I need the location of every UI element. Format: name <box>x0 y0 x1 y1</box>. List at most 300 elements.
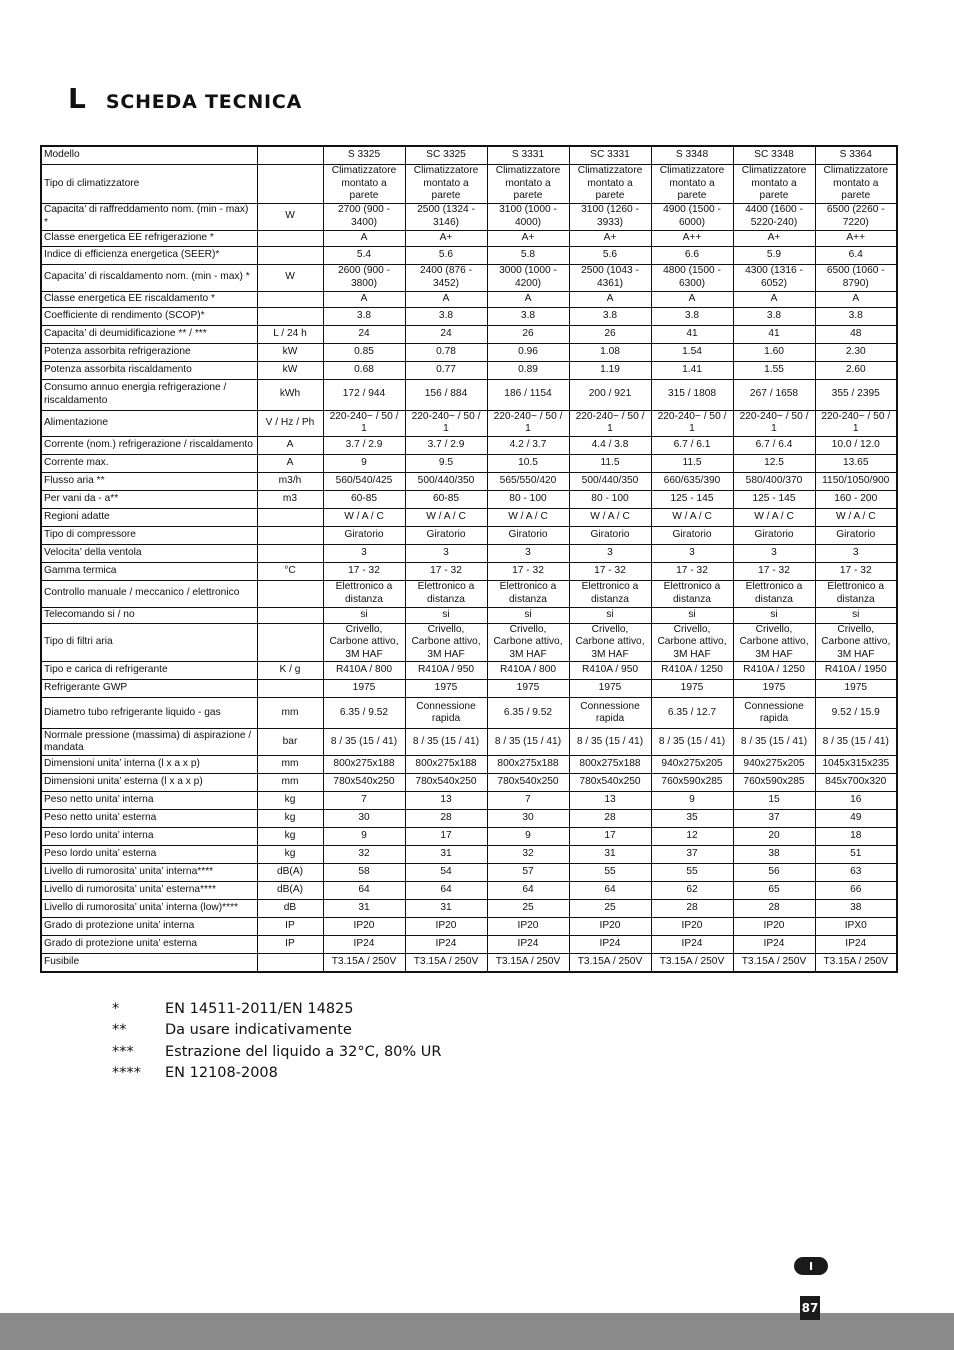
footnotes <box>112 998 441 1084</box>
table-row <box>41 203 897 230</box>
row-value: 3.7 / 2.9 <box>405 436 487 454</box>
row-label: Corrente (nom.) refrigerazione / riscaldamento <box>41 436 257 454</box>
model-name: SC 3325 <box>405 146 487 165</box>
row-value: A <box>651 291 733 307</box>
row-value: A+ <box>733 230 815 246</box>
row-value: 220-240~ / 50 / 1 <box>815 410 897 436</box>
row-value: 57 <box>487 864 569 882</box>
row-value: 10.5 <box>487 454 569 472</box>
row-value: 56 <box>733 864 815 882</box>
row-value: 3 <box>733 544 815 562</box>
table-row <box>41 379 897 410</box>
row-value: Connessione rapida <box>733 698 815 729</box>
row-value: 64 <box>569 882 651 900</box>
row-value: si <box>569 607 651 623</box>
row-value: 4.2 / 3.7 <box>487 436 569 454</box>
row-unit: kg <box>257 828 323 846</box>
row-value: 3000 (1000 - 4200) <box>487 264 569 291</box>
row-value: 1.60 <box>733 343 815 361</box>
table-row <box>41 882 897 900</box>
table-row <box>41 230 897 246</box>
row-value: 3 <box>569 544 651 562</box>
row-value: A+ <box>405 230 487 246</box>
row-value: 560/540/425 <box>323 472 405 490</box>
row-value: 1975 <box>405 680 487 698</box>
row-value: 31 <box>405 900 487 918</box>
spec-table <box>40 145 898 973</box>
row-value: 2500 (1324 - 3146) <box>405 203 487 230</box>
row-value: 0.78 <box>405 343 487 361</box>
row-value: 5.4 <box>323 246 405 264</box>
row-value: 4300 (1316 - 6052) <box>733 264 815 291</box>
row-value: 800x275x188 <box>405 756 487 774</box>
row-value: A <box>405 291 487 307</box>
row-value: 4400 (1600 - 5220-240) <box>733 203 815 230</box>
row-value: 31 <box>569 846 651 864</box>
row-value: R410A / 1250 <box>651 662 733 680</box>
row-value: IP24 <box>815 936 897 954</box>
row-value: 8 / 35 (15 / 41) <box>815 729 897 756</box>
row-label: Peso lordo unita’ esterna <box>41 846 257 864</box>
row-value: 8 / 35 (15 / 41) <box>733 729 815 756</box>
row-value: 315 / 1808 <box>651 379 733 410</box>
table-row <box>41 918 897 936</box>
row-value: A <box>323 291 405 307</box>
table-row <box>41 343 897 361</box>
row-value: 800x275x188 <box>323 756 405 774</box>
row-unit <box>257 623 323 662</box>
row-label: Diametro tubo refrigerante liquido - gas <box>41 698 257 729</box>
row-value: Climatizzatore montato a parete <box>815 165 897 204</box>
row-value: 55 <box>569 864 651 882</box>
row-value: 12 <box>651 828 733 846</box>
row-label: Gamma termica <box>41 562 257 580</box>
row-value: 6.35 / 9.52 <box>323 698 405 729</box>
table-row <box>41 325 897 343</box>
row-label: Tipo di filtri aria <box>41 623 257 662</box>
row-value: Crivello, Carbone attivo, 3M HAF <box>323 623 405 662</box>
model-name: S 3331 <box>487 146 569 165</box>
row-value: 9 <box>487 828 569 846</box>
row-value: 3 <box>815 544 897 562</box>
row-value: 63 <box>815 864 897 882</box>
row-value: 4800 (1500 - 6300) <box>651 264 733 291</box>
row-value: 1975 <box>323 680 405 698</box>
row-value: Elettronico a distanza <box>651 580 733 607</box>
row-value: 66 <box>815 882 897 900</box>
row-value: 500/440/350 <box>405 472 487 490</box>
row-value: 8 / 35 (15 / 41) <box>323 729 405 756</box>
row-value: 55 <box>651 864 733 882</box>
row-value: 5.8 <box>487 246 569 264</box>
row-value: IP24 <box>569 936 651 954</box>
table-row <box>41 607 897 623</box>
row-value: 32 <box>323 846 405 864</box>
row-value: 2.60 <box>815 361 897 379</box>
row-value: 17 <box>405 828 487 846</box>
row-value: 7 <box>487 792 569 810</box>
row-value: R410A / 1250 <box>733 662 815 680</box>
section-heading <box>68 82 302 115</box>
table-row <box>41 954 897 973</box>
row-value: 6.7 / 6.4 <box>733 436 815 454</box>
row-value: 38 <box>733 846 815 864</box>
row-value: 32 <box>487 846 569 864</box>
row-value: A <box>733 291 815 307</box>
row-value: 220-240~ / 50 / 1 <box>651 410 733 436</box>
row-value: 28 <box>733 900 815 918</box>
row-label: Refrigerante GWP <box>41 680 257 698</box>
row-value: Elettronico a distanza <box>405 580 487 607</box>
row-value: 780x540x250 <box>487 774 569 792</box>
row-unit: kg <box>257 846 323 864</box>
row-value: W / A / C <box>487 508 569 526</box>
row-unit <box>257 165 323 204</box>
row-value: IP20 <box>487 918 569 936</box>
row-value: 17 - 32 <box>651 562 733 580</box>
table-row <box>41 436 897 454</box>
footnote-marker: **** <box>112 1065 141 1082</box>
row-value: 37 <box>733 810 815 828</box>
row-unit <box>257 954 323 973</box>
row-value: IP20 <box>733 918 815 936</box>
table-row <box>41 792 897 810</box>
row-value: Connessione rapida <box>405 698 487 729</box>
row-value: IP24 <box>405 936 487 954</box>
row-value: 24 <box>323 325 405 343</box>
row-value: 3.8 <box>569 307 651 325</box>
row-value: W / A / C <box>733 508 815 526</box>
row-value: Connessione rapida <box>569 698 651 729</box>
row-label: Per vani da - a** <box>41 490 257 508</box>
footnote <box>112 1020 441 1042</box>
row-value: si <box>405 607 487 623</box>
row-value: 220-240~ / 50 / 1 <box>405 410 487 436</box>
row-label: Classe energetica EE refrigerazione * <box>41 230 257 246</box>
row-value: 64 <box>487 882 569 900</box>
row-value: 220-240~ / 50 / 1 <box>487 410 569 436</box>
row-value: W / A / C <box>405 508 487 526</box>
row-value: 6.4 <box>815 246 897 264</box>
row-value: 0.85 <box>323 343 405 361</box>
table-row <box>41 698 897 729</box>
row-value: Climatizzatore montato a parete <box>405 165 487 204</box>
row-value: Giratorio <box>323 526 405 544</box>
table-row <box>41 544 897 562</box>
row-value: T3.15A / 250V <box>487 954 569 973</box>
row-unit: dB(A) <box>257 882 323 900</box>
row-label: Livello di rumorosita’ unita’ interna (low)**** <box>41 900 257 918</box>
table-row <box>41 246 897 264</box>
row-value: 1.08 <box>569 343 651 361</box>
row-label: Tipo di climatizzatore <box>41 165 257 204</box>
row-label: Grado di protezione unita’ interna <box>41 918 257 936</box>
table-row <box>41 165 897 204</box>
row-value: 60-85 <box>323 490 405 508</box>
footnote-text: Da usare indicativamente <box>165 1022 352 1039</box>
row-value: Crivello, Carbone attivo, 3M HAF <box>733 623 815 662</box>
row-unit <box>257 544 323 562</box>
row-value: 48 <box>815 325 897 343</box>
row-value: 1.54 <box>651 343 733 361</box>
row-value: W / A / C <box>569 508 651 526</box>
row-label: Velocita’ della ventola <box>41 544 257 562</box>
row-unit <box>257 508 323 526</box>
row-value: 9 <box>323 828 405 846</box>
row-value: 20 <box>733 828 815 846</box>
row-value: 780x540x250 <box>323 774 405 792</box>
row-value: 6500 (1060 - 8790) <box>815 264 897 291</box>
table-row <box>41 410 897 436</box>
row-value: 500/440/350 <box>569 472 651 490</box>
row-value: 64 <box>323 882 405 900</box>
row-value: 3.8 <box>405 307 487 325</box>
header-label: Modello <box>41 146 257 165</box>
row-value: R410A / 1950 <box>815 662 897 680</box>
row-value: R410A / 800 <box>323 662 405 680</box>
row-value: 30 <box>487 810 569 828</box>
row-value: si <box>487 607 569 623</box>
row-value: si <box>323 607 405 623</box>
row-value: Crivello, Carbone attivo, 3M HAF <box>815 623 897 662</box>
table-header-row <box>41 146 897 165</box>
row-value: Giratorio <box>405 526 487 544</box>
row-value: si <box>815 607 897 623</box>
row-value: T3.15A / 250V <box>405 954 487 973</box>
table-row <box>41 828 897 846</box>
row-value: A+ <box>569 230 651 246</box>
row-unit <box>257 246 323 264</box>
row-unit: bar <box>257 729 323 756</box>
row-unit: m3 <box>257 490 323 508</box>
table-row <box>41 729 897 756</box>
row-value: Elettronico a distanza <box>733 580 815 607</box>
row-label: Capacita’ di deumidificazione ** / *** <box>41 325 257 343</box>
row-value: 31 <box>405 846 487 864</box>
row-unit: kWh <box>257 379 323 410</box>
row-unit <box>257 230 323 246</box>
row-value: Elettronico a distanza <box>815 580 897 607</box>
row-value: Elettronico a distanza <box>569 580 651 607</box>
row-value: 12.5 <box>733 454 815 472</box>
row-value: Giratorio <box>815 526 897 544</box>
row-value: 6.35 / 12.7 <box>651 698 733 729</box>
row-value: 8 / 35 (15 / 41) <box>487 729 569 756</box>
row-unit: °C <box>257 562 323 580</box>
row-label: Corrente max. <box>41 454 257 472</box>
row-label: Indice di efficienza energetica (SEER)* <box>41 246 257 264</box>
row-value: 940x275x205 <box>733 756 815 774</box>
row-value: 1975 <box>569 680 651 698</box>
footnote-marker: * <box>112 1000 120 1017</box>
row-value: 8 / 35 (15 / 41) <box>405 729 487 756</box>
row-label: Grado di protezione unita’ esterna <box>41 936 257 954</box>
row-value: 2700 (900 - 3400) <box>323 203 405 230</box>
row-value: 2400 (876 - 3452) <box>405 264 487 291</box>
row-value: 41 <box>651 325 733 343</box>
row-value: IP24 <box>487 936 569 954</box>
row-value: W / A / C <box>323 508 405 526</box>
row-value: 156 / 884 <box>405 379 487 410</box>
row-value: 3 <box>323 544 405 562</box>
row-value: 30 <box>323 810 405 828</box>
row-value: 3 <box>487 544 569 562</box>
row-unit: V / Hz / Ph <box>257 410 323 436</box>
table-row <box>41 508 897 526</box>
table-row <box>41 472 897 490</box>
row-value: 26 <box>569 325 651 343</box>
row-label: Livello di rumorosita’ unita’ interna**** <box>41 864 257 882</box>
row-value: 25 <box>487 900 569 918</box>
table-row <box>41 900 897 918</box>
table-row <box>41 936 897 954</box>
row-value: 220-240~ / 50 / 1 <box>323 410 405 436</box>
row-label: Peso netto unita’ interna <box>41 792 257 810</box>
row-unit: A <box>257 436 323 454</box>
row-value: 54 <box>405 864 487 882</box>
row-unit: W <box>257 264 323 291</box>
row-value: 580/400/370 <box>733 472 815 490</box>
row-value: R410A / 950 <box>569 662 651 680</box>
table-row <box>41 756 897 774</box>
row-value: A++ <box>651 230 733 246</box>
row-label: Potenza assorbita refrigerazione <box>41 343 257 361</box>
row-unit: mm <box>257 698 323 729</box>
row-label: Tipo e carica di refrigerante <box>41 662 257 680</box>
row-value: 186 / 1154 <box>487 379 569 410</box>
row-value: Climatizzatore montato a parete <box>651 165 733 204</box>
row-label: Consumo annuo energia refrigerazione / riscaldamento <box>41 379 257 410</box>
table-row <box>41 864 897 882</box>
row-value: 780x540x250 <box>405 774 487 792</box>
row-label: Alimentazione <box>41 410 257 436</box>
row-value: Crivello, Carbone attivo, 3M HAF <box>487 623 569 662</box>
table-row <box>41 623 897 662</box>
row-value: 80 - 100 <box>487 490 569 508</box>
model-name: S 3348 <box>651 146 733 165</box>
row-value: Climatizzatore montato a parete <box>323 165 405 204</box>
row-label: Potenza assorbita riscaldamento <box>41 361 257 379</box>
row-value: IP24 <box>323 936 405 954</box>
row-label: Tipo di compressore <box>41 526 257 544</box>
row-value: IP20 <box>323 918 405 936</box>
row-value: 3.8 <box>815 307 897 325</box>
row-value: 24 <box>405 325 487 343</box>
row-value: 0.89 <box>487 361 569 379</box>
row-value: 3 <box>405 544 487 562</box>
language-badge: I <box>794 1257 828 1275</box>
footnote-text: Estrazione del liquido a 32°C, 80% UR <box>165 1043 442 1060</box>
row-value: T3.15A / 250V <box>323 954 405 973</box>
row-unit: m3/h <box>257 472 323 490</box>
row-unit <box>257 580 323 607</box>
footnote-marker: *** <box>112 1043 134 1060</box>
row-unit: dB <box>257 900 323 918</box>
row-unit: IP <box>257 936 323 954</box>
row-value: IP24 <box>651 936 733 954</box>
row-value: 6.35 / 9.52 <box>487 698 569 729</box>
row-value: Elettronico a distanza <box>323 580 405 607</box>
row-value: 125 - 145 <box>733 490 815 508</box>
row-value: W / A / C <box>815 508 897 526</box>
row-value: T3.15A / 250V <box>651 954 733 973</box>
row-value: Giratorio <box>733 526 815 544</box>
row-value: 0.77 <box>405 361 487 379</box>
row-label: Regioni adatte <box>41 508 257 526</box>
row-value: 172 / 944 <box>323 379 405 410</box>
row-value: IP24 <box>733 936 815 954</box>
row-value: 0.96 <box>487 343 569 361</box>
row-value: 2600 (900 - 3800) <box>323 264 405 291</box>
row-value: 2500 (1043 - 4361) <box>569 264 651 291</box>
row-value: 11.5 <box>569 454 651 472</box>
row-value: 62 <box>651 882 733 900</box>
table-row <box>41 526 897 544</box>
row-unit: W <box>257 203 323 230</box>
row-unit <box>257 307 323 325</box>
footnote-text: EN 12108-2008 <box>165 1065 278 1082</box>
row-value: 3100 (1260 - 3933) <box>569 203 651 230</box>
table-row <box>41 291 897 307</box>
row-value: A++ <box>815 230 897 246</box>
row-unit: L / 24 h <box>257 325 323 343</box>
row-value: 267 / 1658 <box>733 379 815 410</box>
row-value: 51 <box>815 846 897 864</box>
row-value: Giratorio <box>487 526 569 544</box>
row-label: Classe energetica EE riscaldamento * <box>41 291 257 307</box>
table-row <box>41 307 897 325</box>
row-unit: A <box>257 454 323 472</box>
row-label: Dimensioni unita’ interna (l x a x p) <box>41 756 257 774</box>
row-unit: K / g <box>257 662 323 680</box>
row-value: T3.15A / 250V <box>815 954 897 973</box>
row-value: 11.5 <box>651 454 733 472</box>
row-value: 1975 <box>815 680 897 698</box>
row-value: 160 - 200 <box>815 490 897 508</box>
row-value: 4900 (1500 - 6000) <box>651 203 733 230</box>
row-label: Controllo manuale / meccanico / elettronico <box>41 580 257 607</box>
table-row <box>41 454 897 472</box>
row-value: 3.8 <box>651 307 733 325</box>
row-value: 940x275x205 <box>651 756 733 774</box>
row-value: 125 - 145 <box>651 490 733 508</box>
row-value: Crivello, Carbone attivo, 3M HAF <box>569 623 651 662</box>
row-value: 13.65 <box>815 454 897 472</box>
row-value: R410A / 950 <box>405 662 487 680</box>
page-number: 87 <box>800 1296 820 1320</box>
row-value: 17 - 32 <box>815 562 897 580</box>
row-label: Telecomando si / no <box>41 607 257 623</box>
row-value: A <box>569 291 651 307</box>
section-title: SCHEDA TECNICA <box>105 91 303 113</box>
row-value: 13 <box>405 792 487 810</box>
row-value: si <box>651 607 733 623</box>
row-value: Climatizzatore montato a parete <box>733 165 815 204</box>
row-value: 60-85 <box>405 490 487 508</box>
row-label: Normale pressione (massima) di aspirazione / mandata <box>41 729 257 756</box>
row-label: Capacita’ di raffreddamento nom. (min - max) * <box>41 203 257 230</box>
row-value: 8 / 35 (15 / 41) <box>569 729 651 756</box>
table-row <box>41 680 897 698</box>
row-label: Coefficiente di rendimento (SCOP)* <box>41 307 257 325</box>
row-label: Fusibile <box>41 954 257 973</box>
row-value: 3.8 <box>323 307 405 325</box>
row-unit: dB(A) <box>257 864 323 882</box>
row-value: A <box>487 291 569 307</box>
row-value: 3.7 / 2.9 <box>323 436 405 454</box>
footnote <box>112 998 441 1020</box>
footnote <box>112 1063 441 1085</box>
